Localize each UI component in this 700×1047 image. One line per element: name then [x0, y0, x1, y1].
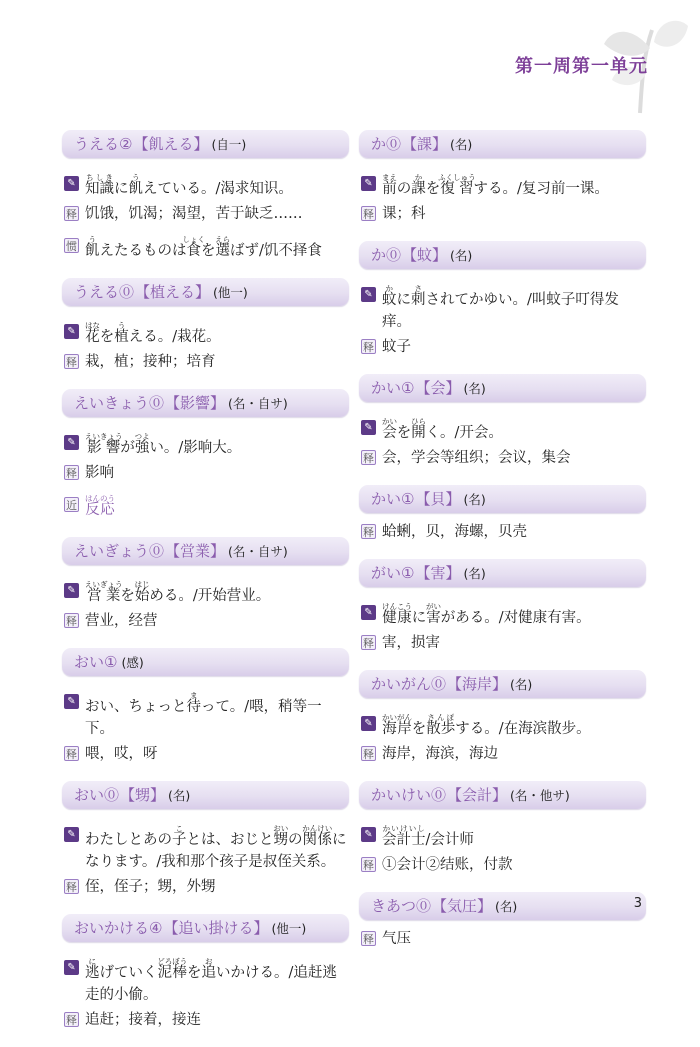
entry-line-meaning	[361, 854, 646, 876]
example-icon: ✎	[361, 605, 376, 620]
example-icon: ✎	[64, 827, 79, 842]
vocab-entry	[62, 914, 349, 1034]
entry-pos: (自一)	[211, 137, 247, 152]
entry-header	[359, 374, 646, 402]
entry-line-example	[64, 314, 349, 348]
vocab-entry	[62, 278, 349, 376]
entry-line-meaning	[361, 928, 646, 950]
meaning-marker-icon: 释	[363, 859, 374, 872]
entry-body	[359, 809, 646, 876]
entry-pos: (名)	[450, 248, 473, 263]
vocab-entry	[62, 537, 349, 635]
entry-headword: か⓪	[371, 246, 402, 264]
line-text: 会，学会等组织；会议，集会	[382, 450, 571, 466]
vocab-entry	[62, 781, 349, 901]
example-icon: ✎	[361, 287, 376, 302]
line-text: 前まえの課かを復習ふくしゅうする。/复习前一课。	[382, 173, 609, 197]
entry-line-meaning	[64, 351, 349, 373]
entry-line-meaning	[64, 876, 349, 898]
entry-headword: えいきょう⓪	[74, 394, 165, 412]
entry-pos: (名・自サ)	[228, 544, 288, 559]
vocab-columns	[62, 130, 646, 1047]
entry-line-example	[64, 425, 349, 459]
entry-header	[359, 559, 646, 587]
entry-pos: (名)	[463, 566, 486, 581]
meaning-marker-icon: 释	[363, 341, 374, 354]
entry-header	[62, 781, 349, 809]
line-text: 侄，侄子；甥，外甥	[85, 879, 216, 895]
entry-headword: きあつ⓪	[371, 897, 432, 915]
meaning-marker-icon: 释	[363, 637, 374, 650]
meaning-marker-icon: 释	[363, 208, 374, 221]
entry-pos: (名)	[495, 899, 518, 914]
entry-headword: かい①	[371, 490, 415, 508]
entry-line-meaning	[64, 462, 349, 484]
meaning-marker-icon: 释	[66, 208, 77, 221]
entry-header	[62, 648, 349, 676]
line-text: 追赶；接着，接连	[85, 1012, 201, 1028]
entry-pos: (名)	[463, 381, 486, 396]
entry-header	[359, 241, 646, 269]
vocab-entry	[359, 241, 646, 361]
entry-pos: (名)	[510, 677, 533, 692]
entry-line-example	[361, 817, 646, 851]
entry-pos: (感)	[121, 655, 144, 670]
entry-body	[359, 513, 646, 543]
entry-line-meaning	[64, 203, 349, 225]
page-number: 3	[633, 896, 642, 911]
line-text: 蚊子	[382, 339, 411, 355]
entry-line-meaning	[64, 610, 349, 632]
entry-line-meaning	[361, 743, 646, 765]
vocab-entry	[359, 670, 646, 768]
example-icon: ✎	[361, 827, 376, 842]
entry-body	[359, 920, 646, 950]
entry-kanji: 【影響】	[165, 394, 226, 412]
example-icon: ✎	[64, 324, 79, 339]
entry-header	[359, 892, 646, 920]
entry-line-example	[361, 706, 646, 740]
entry-header	[62, 537, 349, 565]
entry-line-example	[361, 166, 646, 200]
meaning-marker-icon: 释	[363, 748, 374, 761]
entry-kanji: 【飢える】	[133, 135, 209, 153]
example-icon: ✎	[361, 716, 376, 731]
entry-header	[359, 485, 646, 513]
entry-kanji: 【植える】	[135, 283, 211, 301]
example-icon: ✎	[64, 694, 79, 709]
line-text: 海岸かいがんを散歩さんぽする。/在海滨散步。	[382, 713, 591, 737]
example-icon: ✎	[361, 176, 376, 191]
vocab-entry	[62, 389, 349, 524]
entry-headword: おい①	[74, 653, 118, 671]
entry-headword: かいがん⓪	[371, 675, 447, 693]
entry-kanji: 【蚊】	[402, 246, 448, 264]
entry-pos: (名)	[168, 788, 191, 803]
entry-line-meaning	[361, 521, 646, 543]
line-text: 逃にげていく泥棒どろぼうを追おいかける。/追赶逃走的小偷。	[85, 957, 337, 1003]
entry-body	[62, 306, 349, 373]
entry-line-example	[361, 277, 646, 333]
entry-line-example	[64, 166, 349, 200]
meaning-marker-icon: 释	[66, 467, 77, 480]
entry-kanji: 【会計】	[447, 786, 508, 804]
meaning-marker-icon: 释	[66, 615, 77, 628]
line-text: 海岸，海滨，海边	[382, 746, 498, 762]
synonym-marker-icon: 近	[66, 499, 77, 512]
entry-line-meaning	[361, 203, 646, 225]
meaning-marker-icon: 释	[363, 526, 374, 539]
meaning-marker-icon: 释	[363, 933, 374, 946]
line-text: 花はなを植うえる。/栽花。	[85, 321, 221, 345]
entry-headword: えいぎょう⓪	[74, 542, 165, 560]
vocab-entry	[359, 559, 646, 657]
example-icon: ✎	[64, 960, 79, 975]
line-text: 健康けんこうに害がいがある。/对健康有害。	[382, 602, 591, 626]
vocab-entry	[359, 130, 646, 228]
entry-pos: (名・自サ)	[228, 396, 288, 411]
entry-headword: か⓪	[371, 135, 402, 153]
line-text: 喂，哎，呀	[85, 746, 158, 762]
entry-headword: かい①	[371, 379, 415, 397]
entry-line-example	[64, 684, 349, 740]
entry-line-example	[64, 573, 349, 607]
entry-body	[359, 158, 646, 225]
entry-pos: (他一)	[213, 285, 248, 300]
entry-header	[62, 130, 349, 158]
line-text: おい、ちょっと待まって。/喂，稍等一下。	[85, 691, 322, 737]
meaning-marker-icon: 释	[66, 748, 77, 761]
idiom-marker-icon: 惯	[66, 240, 77, 253]
entry-kanji: 【会】	[415, 379, 461, 397]
entry-headword: おい⓪	[74, 786, 120, 804]
entry-body	[359, 269, 646, 358]
line-text: 知識ちしきに飢うえている。/渴求知识。	[85, 173, 293, 197]
entry-body	[359, 402, 646, 469]
line-text: 飢うえたるものは食しょくを選えらばず/饥不择食	[85, 235, 322, 259]
entry-pos: (名)	[450, 137, 473, 152]
entry-pos: (名・他サ)	[510, 788, 570, 803]
entry-line-synonym	[64, 487, 349, 521]
entry-body	[62, 158, 349, 262]
entry-body	[62, 809, 349, 898]
entry-kanji: 【貝】	[415, 490, 461, 508]
entry-headword: おいかける④	[74, 919, 163, 937]
vocab-entry	[62, 130, 349, 265]
entry-line-example	[361, 595, 646, 629]
meaning-marker-icon: 释	[363, 452, 374, 465]
entry-line-meaning	[64, 1009, 349, 1031]
entry-body	[359, 698, 646, 765]
entry-line-example	[64, 817, 349, 873]
vocab-entry	[359, 485, 646, 546]
meaning-marker-icon: 释	[66, 1014, 77, 1027]
entry-header	[62, 278, 349, 306]
entry-kanji: 【甥】	[120, 786, 166, 804]
entry-line-meaning	[361, 447, 646, 469]
entry-kanji: 【気圧】	[432, 897, 493, 915]
right-column	[359, 130, 646, 1047]
line-text: 课；科	[382, 206, 426, 222]
line-text: 会かいを開ひらく。/开会。	[382, 417, 503, 441]
entry-header	[359, 781, 646, 809]
entry-body	[62, 676, 349, 765]
line-text: 气压	[382, 931, 411, 947]
vocab-entry	[62, 648, 349, 768]
entry-pos: (他一)	[271, 921, 307, 936]
entry-body	[359, 587, 646, 654]
example-icon: ✎	[64, 176, 79, 191]
entry-body	[62, 565, 349, 632]
entry-header	[62, 389, 349, 417]
entry-kanji: 【海岸】	[447, 675, 508, 693]
line-text: 蚊かに刺さされてかゆい。/叫蚊子叮得发痒。	[382, 284, 619, 330]
entry-kanji: 【追い掛ける】	[163, 919, 269, 937]
vocab-entry	[359, 892, 646, 953]
meaning-marker-icon: 释	[66, 881, 77, 894]
example-icon: ✎	[64, 583, 79, 598]
entry-kanji: 【害】	[415, 564, 461, 582]
line-text: 会計士かいけいし/会计师	[382, 824, 474, 848]
entry-headword: うえる⓪	[74, 283, 135, 301]
entry-kanji: 【課】	[402, 135, 448, 153]
line-text: 营业，经营	[85, 613, 158, 629]
entry-headword: うえる②	[74, 135, 133, 153]
entry-header	[359, 670, 646, 698]
unit-title: 第一周第一单元	[515, 56, 648, 77]
entry-line-idiom	[64, 228, 349, 262]
entry-line-example	[361, 410, 646, 444]
line-text: ①会计②结账，付款	[382, 857, 513, 873]
entry-header	[62, 914, 349, 942]
vocab-entry	[359, 781, 646, 879]
entry-line-meaning	[64, 743, 349, 765]
line-text: 影响	[85, 465, 114, 481]
line-text: 栽，植；接种；培育	[85, 354, 216, 370]
vocab-entry	[359, 374, 646, 472]
entry-headword: かいけい⓪	[371, 786, 447, 804]
entry-pos: (名)	[463, 492, 486, 507]
line-text: 影響えいきょうが強つよい。/影响大。	[85, 432, 242, 456]
example-icon: ✎	[361, 420, 376, 435]
line-text: わたしとあの子ことは、おじと甥おいの関係かんけいになります。/我和那个孩子是叔侄关系。	[85, 824, 347, 870]
line-text: 蛤蜊，贝，海螺，贝壳	[382, 524, 527, 540]
meaning-marker-icon: 释	[66, 356, 77, 369]
left-column	[62, 130, 349, 1047]
entry-line-meaning	[361, 336, 646, 358]
example-icon: ✎	[64, 435, 79, 450]
entry-kanji: 【営業】	[165, 542, 226, 560]
entry-headword: がい①	[371, 564, 415, 582]
line-text: 営業えいぎょうを始はじめる。/开始营业。	[85, 580, 271, 604]
line-text: 反応はんのう	[85, 494, 115, 518]
line-text: 害，损害	[382, 635, 440, 651]
entry-header	[359, 130, 646, 158]
entry-line-example	[64, 950, 349, 1006]
entry-line-meaning	[361, 632, 646, 654]
entry-body	[62, 417, 349, 521]
entry-body	[62, 942, 349, 1031]
line-text: 饥饿，饥渴；渴望，苦于缺乏……	[85, 206, 303, 222]
